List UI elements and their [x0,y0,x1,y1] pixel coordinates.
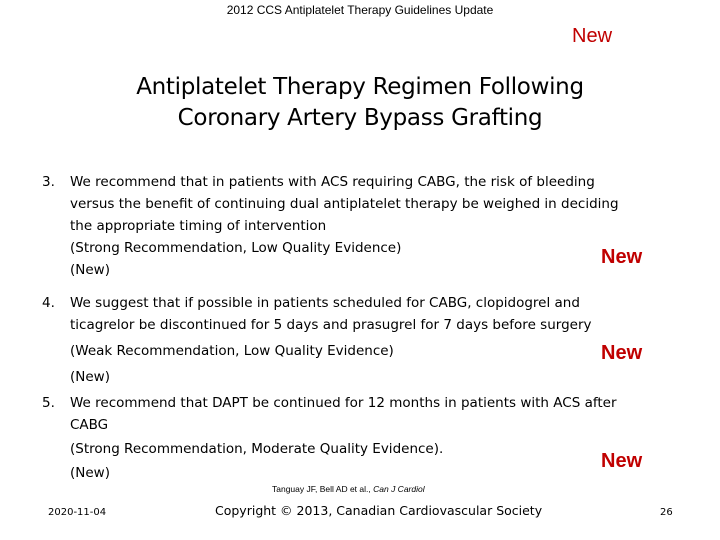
recommendation-line: the appropriate timing of intervention [70,218,327,234]
new-badge-top: New [572,25,613,47]
recommendation-line: ticagrelor be discontinued for 5 days and prasugrel for 7 days before surgery [70,317,592,333]
slide-title [0,72,720,134]
title-line-2: Coronary Artery Bypass Grafting [177,105,543,131]
recommendation-number: 4. [42,295,55,311]
citation-journal: Can J Cardiol [373,484,425,494]
recommendation-line: versus the benefit of continuing dual antiplatelet therapy be weighed in deciding [70,196,619,212]
recommendation-4 [42,292,682,388]
citation [272,484,425,494]
new-badge-rec-3: New [601,246,643,268]
footer-date: 2020-11-04 [48,507,107,518]
recommendation-line: CABG [70,417,109,433]
slide-header: 2012 CCS Antiplatelet Therapy Guidelines Update [226,3,494,17]
recommendation-3 [42,171,682,281]
recommendation-line: We recommend that in patients with ACS requiring CABG, the risk of bleeding [70,174,595,190]
footer-copyright: Copyright © 2013, Canadian Cardiovascular Society [215,503,543,518]
recommendation-number: 5. [42,395,55,411]
citation-authors: Tanguay JF, Bell AD et al., [272,484,374,494]
title-line-1: Antiplatelet Therapy Regimen Following [136,74,584,100]
page-number: 26 [660,507,673,518]
recommendation-grade: (Weak Recommendation, Low Quality Evidence) [70,343,394,359]
recommendation-status: (New) [70,262,110,278]
recommendation-grade: (Strong Recommendation, Moderate Quality Evidence). [70,441,444,457]
new-badge-rec-5: New [601,450,643,472]
recommendation-status: (New) [70,465,110,481]
recommendation-grade: (Strong Recommendation, Low Quality Evidence) [70,240,402,256]
recommendation-line: We recommend that DAPT be continued for 12 months in patients with ACS after [70,395,617,411]
new-badge-rec-4: New [601,342,643,364]
recommendation-5 [42,392,682,484]
recommendation-line: We suggest that if possible in patients scheduled for CABG, clopidogrel and [70,295,580,311]
recommendation-number: 3. [42,174,55,190]
recommendation-status: (New) [70,369,110,385]
